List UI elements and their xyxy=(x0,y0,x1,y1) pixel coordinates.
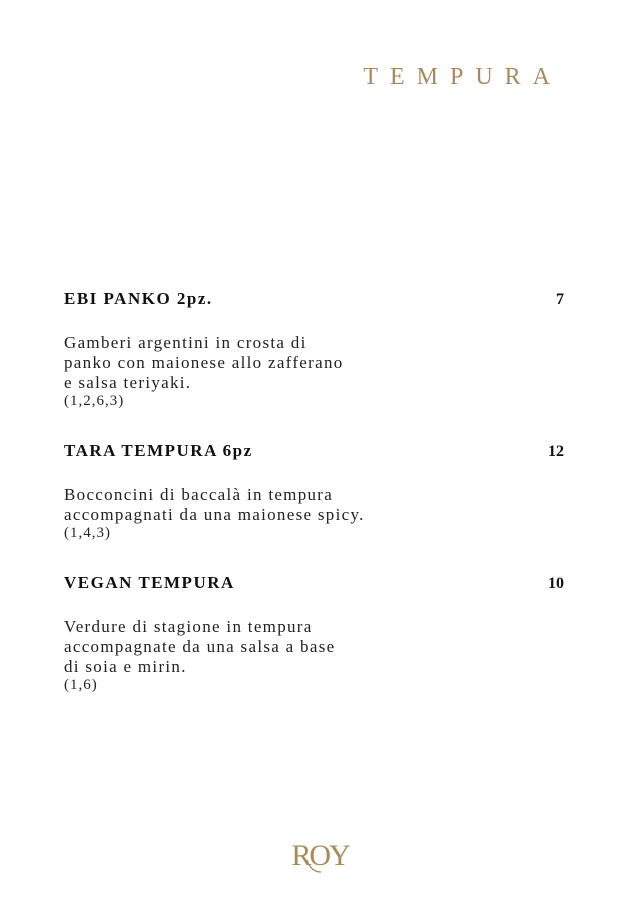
menu-item-allergens: (1,6) xyxy=(64,677,98,693)
page-title: TEMPURA xyxy=(363,64,562,90)
menu-item-header xyxy=(64,289,564,309)
menu-item-price: 10 xyxy=(548,575,564,592)
menu-item-description: Gamberi argentini in crosta di panko con maionese allo zafferano e salsa teriyaki. xyxy=(64,333,344,392)
menu-item-header xyxy=(64,573,564,593)
menu-item-description: Verdure di stagione in tempura accompagnate da una salsa a base di soia e mirin. xyxy=(64,617,336,676)
menu-item-name: EBI PANKO 2pz. xyxy=(64,289,213,308)
roy-logo-mark xyxy=(285,836,355,876)
logo-text: ROY xyxy=(291,839,349,872)
menu-item-price: 7 xyxy=(556,291,564,308)
menu-item-header xyxy=(64,441,564,461)
menu-item-description: Bocconcini di baccalà in tempura accompagnati da una maionese spicy. xyxy=(64,485,365,524)
menu-item-allergens: (1,4,3) xyxy=(64,525,111,541)
menu-item-ebi-panko xyxy=(64,289,564,409)
menu-item-tara-tempura xyxy=(64,441,564,541)
menu-item-price: 12 xyxy=(548,443,564,460)
menu-item-name: TARA TEMPURA 6pz xyxy=(64,441,253,460)
roy-logo xyxy=(0,836,640,880)
menu-item-allergens: (1,2,6,3) xyxy=(64,393,125,409)
menu-item-vegan-tempura xyxy=(64,573,564,693)
menu-item-name: VEGAN TEMPURA xyxy=(64,573,235,592)
